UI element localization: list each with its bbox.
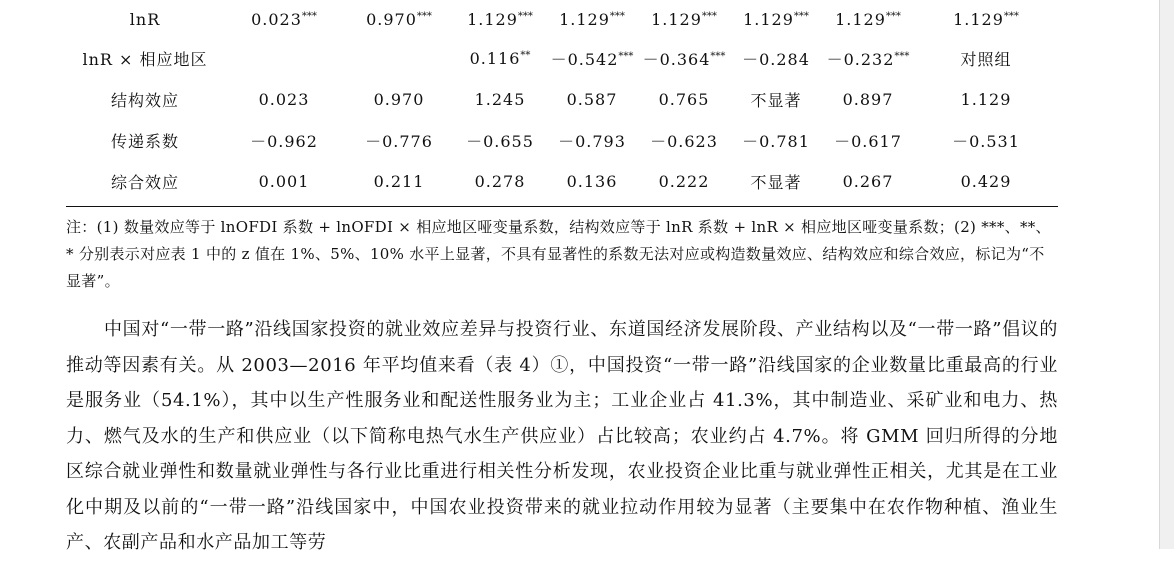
table-cell: －0.232*** [826, 50, 910, 69]
table-cell: 1.129*** [953, 9, 1019, 29]
table-cell: 0.970*** [366, 9, 432, 29]
results-table [66, 0, 1058, 202]
table-cell: 对照组 [960, 50, 1012, 69]
table-cell: －0.617 [834, 132, 902, 151]
table-cell: －0.364*** [642, 50, 726, 69]
table-cell: －0.284 [742, 50, 810, 69]
table-cell: －0.655 [466, 132, 534, 151]
row-label: 传递系数 [110, 132, 179, 151]
table-row [66, 79, 1058, 120]
table-cell: 1.129*** [743, 9, 809, 29]
table-cell: 0.267 [842, 172, 894, 191]
table-cell: 0.116** [469, 49, 531, 68]
table-cell: 不显著 [750, 173, 802, 192]
table-cell: 0.429 [960, 172, 1012, 191]
table-cell: －0.962 [250, 132, 318, 151]
table-cell: －0.776 [365, 132, 433, 151]
row-label: 结构效应 [110, 91, 179, 110]
table-bottom-rule [66, 206, 1058, 207]
table-cell: －0.531 [952, 132, 1020, 151]
table-body [66, 0, 1058, 202]
table-cell: 0.211 [373, 172, 425, 191]
table-cell: 0.897 [842, 90, 894, 109]
table-cell: 0.001 [258, 172, 310, 191]
table-cell: －0.781 [742, 132, 810, 151]
table-cell: 0.970 [373, 90, 425, 109]
table-cell: 0.587 [566, 90, 618, 109]
table-cell: －0.542*** [550, 50, 634, 69]
row-label: lnR × 相应地区 [82, 50, 208, 69]
table-cell: 1.129*** [559, 9, 625, 29]
table-cell: －0.623 [650, 132, 718, 151]
table-cell: 1.129*** [467, 9, 533, 29]
table-cell: 1.245 [474, 90, 526, 109]
table-cell [344, 38, 454, 79]
table-cell: 0.222 [658, 172, 710, 191]
table-row [66, 161, 1058, 202]
row-label: 综合效应 [110, 173, 179, 192]
table-cell: 0.023*** [251, 9, 317, 29]
table-cell: 1.129 [960, 90, 1012, 109]
table-cell: 不显著 [750, 91, 802, 110]
table-cell: 0.765 [658, 90, 710, 109]
table-cell: 0.278 [474, 172, 526, 191]
vertical-scrollbar[interactable] [1159, 0, 1174, 549]
body-paragraph: 中国对“一带一路”沿线国家投资的就业效应差异与投资行业、东道国经济发展阶段、产业结构以及“一带一路”倡议的推动等因素有关。从 2003—2016 年平均值来看（表 4）①，中国投资“一带一路”沿线国家的企业数量比重最高的行业是服务业（54.1%），其中以生产性服务业和配送性服务业为主；工业企业占 41.3%，其中制造业、采矿业和电力、热力、燃气及水的生产和供应业（以下简称电热气水生产供应业）占比较高；农业约占 4.7%。将 GMM 回归所得的分地区综合就业弹性和数量就业弹性与各行业比重进行相关性分析发现，农业投资企业比重与就业弹性正相关，尤其是在工业化中期及以前的“一带一路”沿线国家中，中国农业投资带来的就业拉动作用较为显著（主要集中在农作物种植、渔业生产、农副产品和水产品加工等劳 [66, 319, 1058, 553]
row-label: lnR [129, 9, 161, 29]
table-note: 注：(1) 数量效应等于 lnOFDI 系数 + lnOFDI × 相应地区哑变量系数，结构效应等于 lnR 系数 + lnR × 相应地区哑变量系数；(2) ***、**、* 分别表示对应表 1 中的 z 值在 1%、5%、10% 水平上显著，不具有显著性的系数无法对应或构造数量效应、结构效应和综合效应，标记为“不显著”。 [66, 218, 1051, 290]
table-cell: 0.023 [258, 90, 310, 109]
table-cell: 0.136 [566, 172, 618, 191]
table-row [66, 120, 1058, 161]
table-row [66, 38, 1058, 79]
table-cell: 1.129*** [835, 9, 901, 29]
table-cell: －0.793 [558, 132, 626, 151]
table-cell [224, 38, 344, 79]
table-cell: 1.129*** [651, 9, 717, 29]
table-row [66, 0, 1058, 38]
